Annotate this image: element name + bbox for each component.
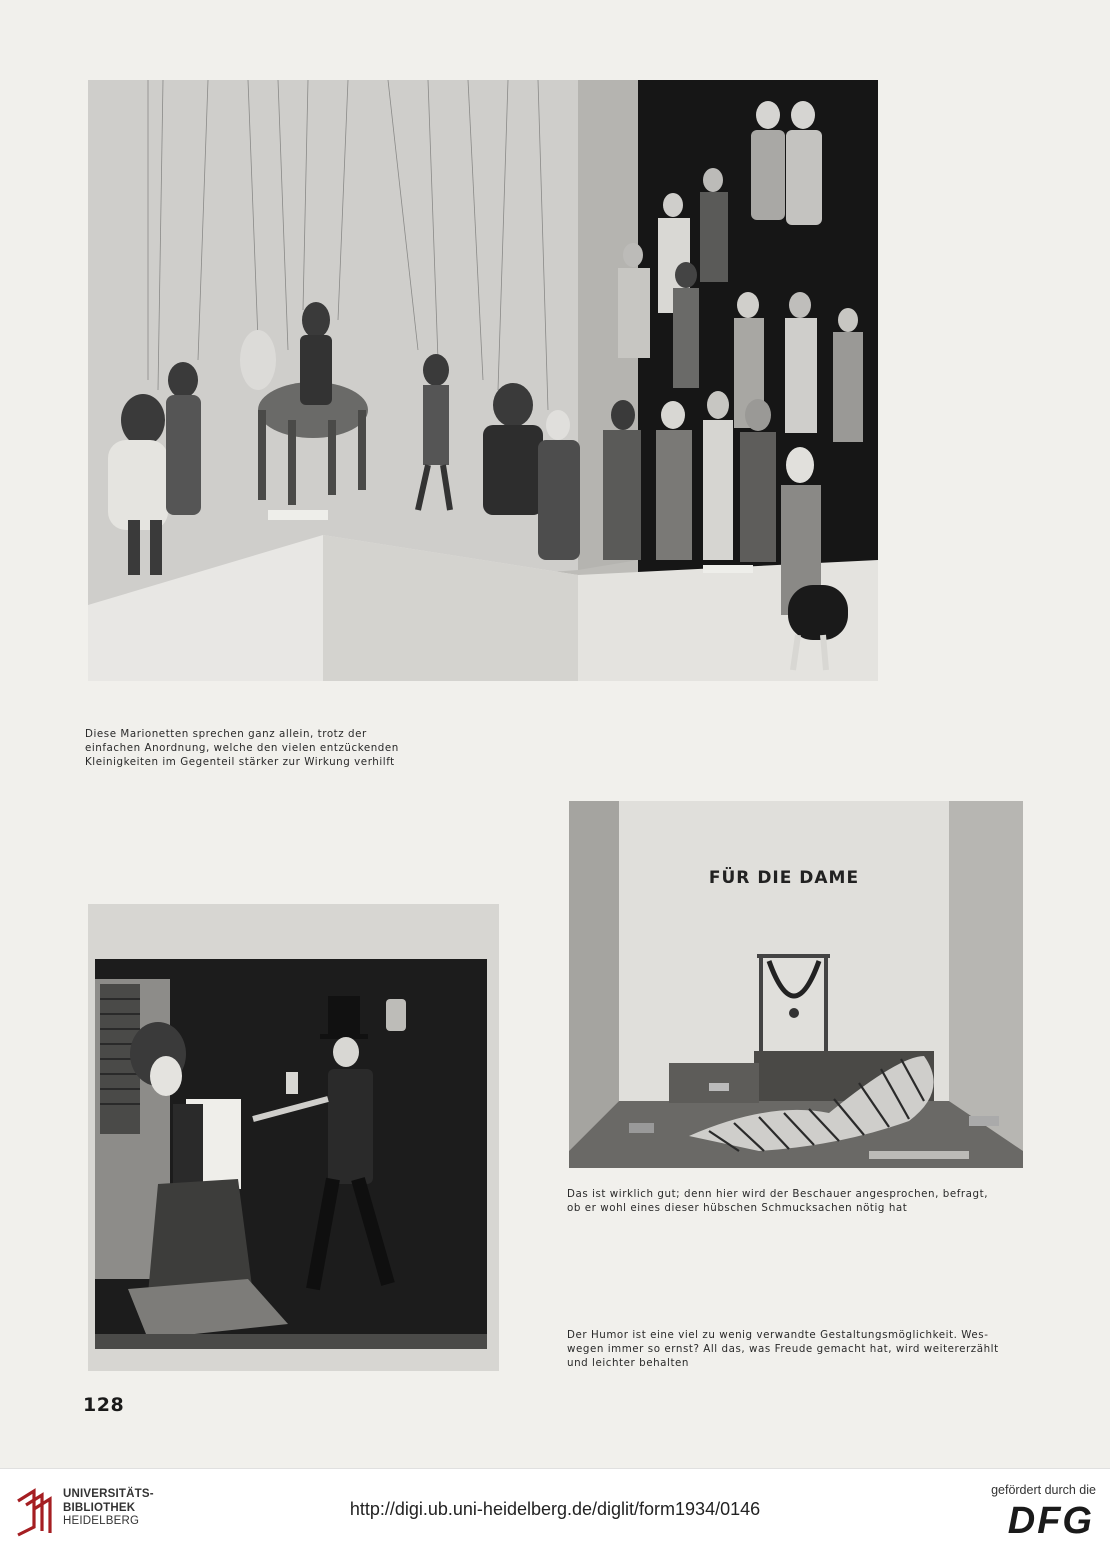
digitization-footer: [0, 1468, 1110, 1550]
humor-scene-illustration: [88, 904, 499, 1371]
humor-caption-line: Der Humor ist eine viel zu wenig verwandte Gestaltungsmöglichkeit. Wes-: [567, 1329, 989, 1341]
marionettes-caption-line: einfachen Anordnung, welche den vielen entzückenden: [85, 742, 399, 755]
humor-caption-line: und leichter behalten: [567, 1357, 689, 1370]
jewelry-caption-line: Das ist wirklich gut; denn hier wird der Beschauer angesprochen, befragt,: [567, 1188, 989, 1200]
jewelry-sign-text: FÜR DIE DAME: [708, 868, 860, 888]
marionettes-caption: [85, 727, 410, 770]
page-number: 128: [83, 1394, 125, 1416]
jewelry-display-photo: [569, 801, 1023, 1168]
funding-note: gefördert durch die: [991, 1483, 1096, 1497]
humor-caption: [567, 1328, 1027, 1371]
institution-line: HEIDELBERG: [63, 1515, 140, 1527]
document-url-link[interactable]: http://digi.ub.uni-heidelberg.de/diglit/form1934/0146: [349, 1499, 761, 1519]
marionettes-illustration: [88, 80, 878, 681]
marionettes-photo: [88, 80, 878, 681]
marionettes-caption-line: Kleinigkeiten im Gegenteil stärker zur Wirkung verhilft: [85, 756, 395, 769]
institution-line: UNIVERSITÄTS-: [63, 1488, 154, 1500]
jewelry-caption: [567, 1187, 1027, 1215]
humor-caption-line: wegen immer so ernst? All das, was Freude gemacht hat, wird weitererzählt: [567, 1343, 999, 1356]
humor-scene-photo: [88, 904, 499, 1371]
institution-line: BIBLIOTHEK: [63, 1501, 136, 1514]
marionettes-caption-line: Diese Marionetten sprechen ganz allein, trotz der: [85, 728, 367, 740]
jewelry-caption-line: ob er wohl eines dieser hübschen Schmucksachen nötig hat: [567, 1202, 908, 1215]
dfg-logo: DFG: [1007, 1500, 1094, 1542]
jewelry-display-illustration: [569, 801, 1023, 1168]
